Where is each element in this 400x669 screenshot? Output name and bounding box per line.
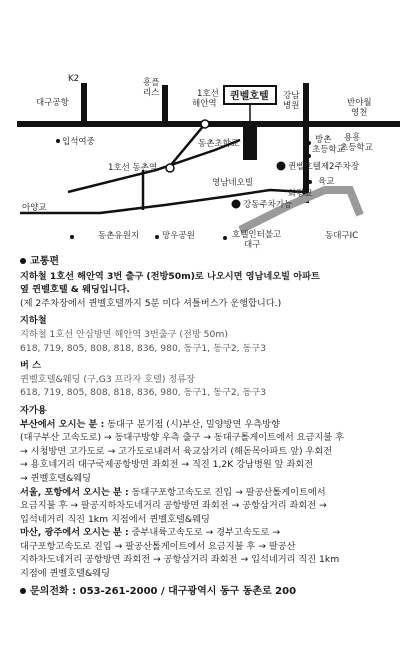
hotel-name-label: 퀸벨호텔: [230, 91, 269, 102]
seoul-route: 서울, 포항에서 오시는 분 : 동대구포항고속도로 진입 → 팔공산톨게이트에서: [20, 486, 326, 498]
masan-route: 마산, 광주에서 오시는 분 : 중부내륙고속도로 → 경부고속도로 →: [20, 527, 281, 539]
map-label: 병원: [283, 101, 300, 111]
map-label: 망우공원: [162, 231, 195, 241]
map-label: 호텔인터불고: [232, 230, 282, 240]
map-label: 대구: [244, 240, 261, 250]
map-label: 영남네오빌: [212, 178, 254, 188]
map-label: 방촌: [315, 135, 332, 145]
map-label: 입석여중: [62, 137, 95, 147]
info-panel: 교통편 지하철 1호선 해안역 3번 출구 (전방50m)로 나오시면 영남네오빌 아파트 옆 퀸벨호텔 & 웨딩입니다. (제 2주차장에서 퀸벨호텔까지 5분 미다 셔틀버스가 운행합니다.) 지하철 지하철 1호선 안심방면 해안역 3번출구 (전방 50m) 618, 719, 805, 808, 818, 836, 980, 동구1, 동구2, 동구3 버 스 퀸벨호텔&웨딩 (구,G3 프라자 호텔) 정류장 618, 719, 805, 808, 818, 836, 980, 동구1, 동구2, 동구3 자가용 부산에서 오시는 분 : 동대구 분기점 (시)부산, 밀양방면 우측방향 (대구부산 고속도로) → 동대구방향 우측 출구 → 동대구톨게이트에서 요금지불 후 → 시청방면 고가도로 → 고가도로내려서 육교삼거리 (해돋목아파트 앞) 우회전 → 용호네거리 대구국제공항방면 좌회전 → 직진 1,2K 강남병원 앞 좌회전 → 퀸벨호텔&웨딩 서울, 포항에서 오시는 분 : 동대구포항고속도로 진입 → 팔공산톨게이트에서 요금지불 후 → 팔공지하차도네거리 공항방면 좌회전 → 공항삼거리 좌회전 → 입석네거리 직진 1km 지점에서 퀸벨호텔&웨딩 마산, 광주에서 오시는 분 : 중부내륙고속도로 → 경부고속도로 → 대구포항고속도로 진입 → 팔공산톨게이트에서 요금지불 후 → 팔공산 지하차도네거리 공항방면 좌회전 → 공항삼거리 좌회전 → 입석네거리 직진 1km 지점에 퀸벨호텔&웨딩 문의전화 : 053-261-2000 / 대구광역시 동구 동촌로 200: [20, 252, 392, 598]
map-label: 퀸벨호텔제2주차장: [288, 162, 360, 172]
parking-icon: [232, 200, 241, 209]
hotel-building: [243, 124, 257, 160]
transport-heading: 교통편: [20, 255, 392, 269]
place-dot: [70, 235, 74, 239]
map-label: 동촌유원지: [98, 231, 140, 241]
location-map: [0, 0, 400, 250]
map-label: 강동주차가능: [243, 200, 293, 210]
map-label: 반야월: [347, 98, 372, 108]
map-label: 1호선 동촌역: [108, 163, 158, 173]
map-label: 영천: [351, 108, 368, 118]
map-label: 1호선: [197, 89, 219, 99]
busan-route: 부산에서 오시는 분 : 동대구 분기점 (시)부산, 밀양방면 우측방향: [20, 418, 280, 430]
contact-info: 문의전화 : 053-261-2000 / 대구광역시 동구 동촌로 200: [20, 585, 392, 599]
dongchon-station-marker: [166, 164, 174, 172]
map-label: 대구공항: [36, 98, 69, 108]
place-dot: [308, 180, 312, 184]
map-label: 동대구IC: [325, 231, 359, 241]
map-label: 동촌초학교: [198, 139, 240, 149]
map-label: K2: [68, 74, 79, 84]
place-dot: [223, 236, 227, 240]
map-label: 화랑교: [288, 189, 313, 199]
map-label: 강남: [283, 91, 300, 101]
place-dot: [307, 154, 311, 158]
haean-station-marker: [201, 120, 209, 128]
map-label: 리스: [143, 88, 160, 98]
map-label: 육교: [318, 177, 335, 187]
place-dot: [155, 235, 159, 239]
place-dot: [56, 139, 60, 143]
map-label: 아양교: [22, 203, 47, 213]
place-dot: [307, 141, 311, 145]
parking-icon: [277, 162, 286, 171]
map-label: 초등학교: [340, 143, 373, 153]
map-label: 용흥: [344, 133, 361, 143]
map-label: 초등학교: [312, 145, 345, 155]
map-label: 해안역: [192, 99, 217, 109]
map-label: 흥플: [143, 78, 160, 88]
